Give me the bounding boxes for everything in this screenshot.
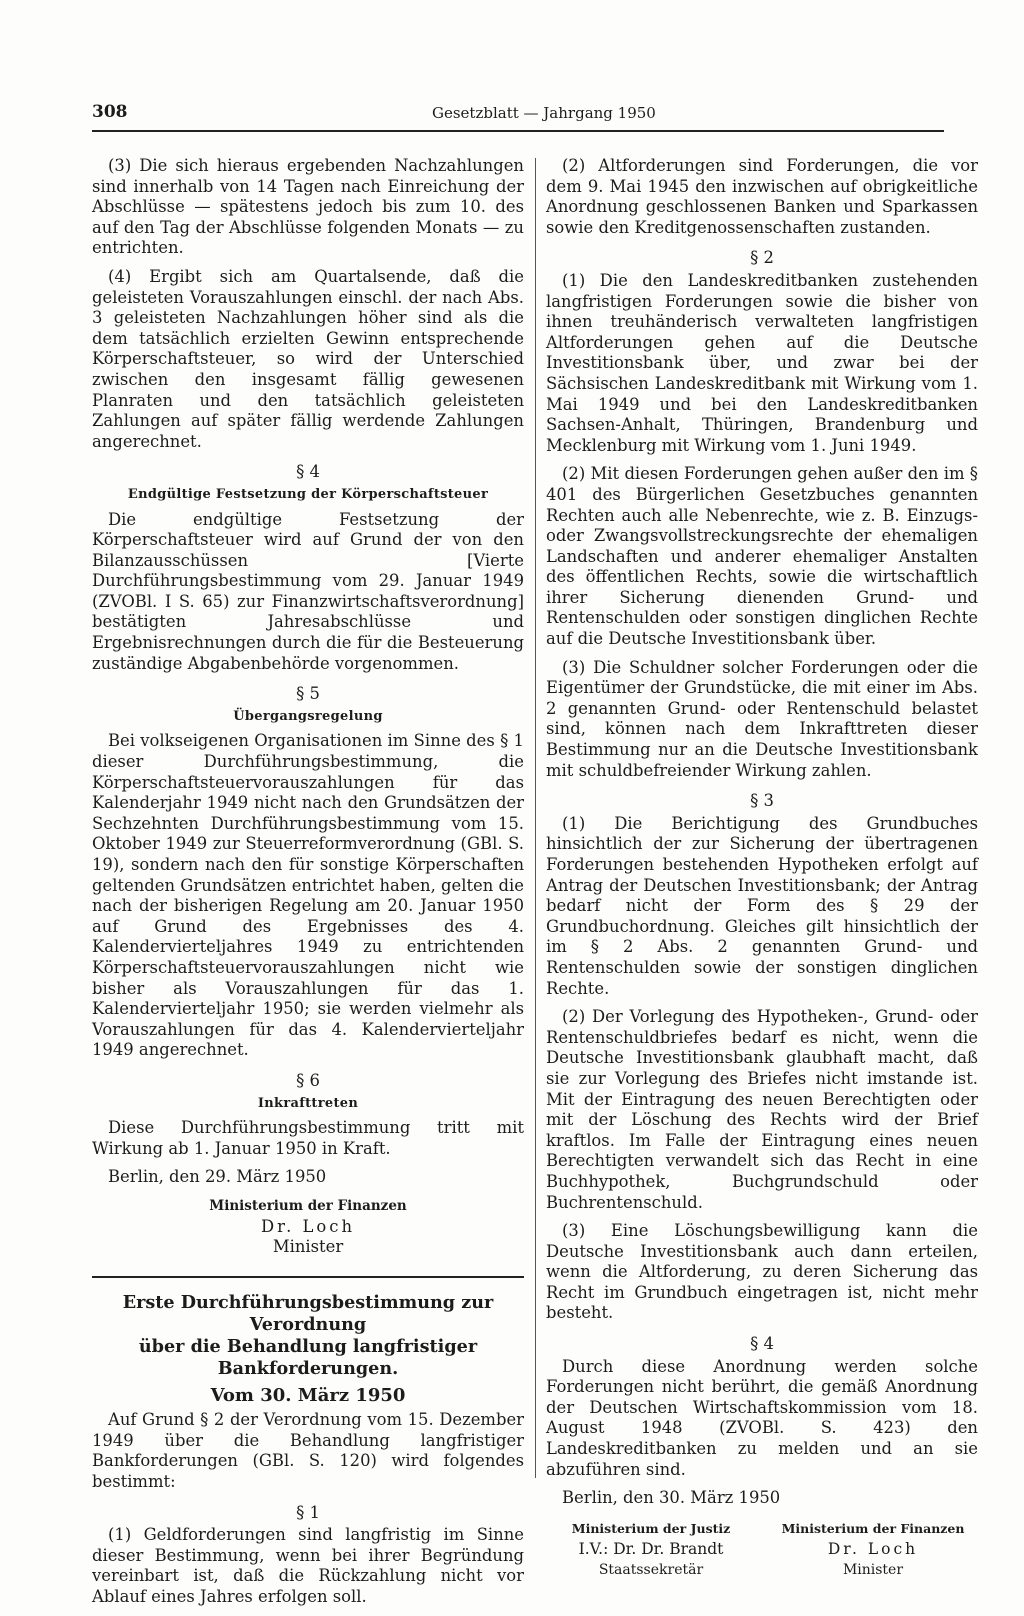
ordinance-section-1-p1: (1) Geldforderungen sind langfristig im Sinne dieser Bestimmung, wenn bei ihrer Begründung vereinbart ist, daß die Rückzahlung nicht vor Ablauf eines Jahres erfolgen soll. [92,1525,524,1607]
section-4-number: § 4 [296,462,320,482]
signature-justice [546,1519,756,1581]
ordinance-section-1-number: § 1 [296,1502,320,1522]
place-date: Berlin, den 29. März 1950 [108,1167,327,1187]
section-5-heading: Übergangsregelung [233,708,383,724]
ordinance-section-3-p2: (2) Der Vorlegung des Hypotheken-, Grund- oder Rentenschuldbriefes bedarf es nicht, wenn die Deutsche Investitionsbank glaubhaft macht, daß sie zur Vorlegung des Briefes nicht imstande ist. Mit der Eintragung des neuen Berechtigten oder mit der Löschung des Rechts wird der Brief kraftlos. Im Falle der Eintragung eines neuen Berechtigten verwandelt sich das Recht in eine Buchhypothek, Buchgrundschuld oder Buchrentenschuld. [546,1007,978,1212]
ordinance-section-2-p2: (2) Mit diesen Forderungen gehen außer den im § 401 des Bürgerlichen Gesetzbuches genannten Rechten auch alle Nebenrechte, wie z. B. Einzugs- oder Zwangsvollstreckungsrechte der ehemaligen Landschaften und anderer ehemaliger Anstalten des öffentlichen Rechts, sowie die wirtschaftlich ihrer Sicherung dienenden Grund- und Rentenschulden oder sonstigen dinglichen Rechte auf die Deutsche Investitionsbank über. [546,464,978,649]
ordinance-section-2-p1: (1) Die den Landeskreditbanken zustehenden langfristigen Forderungen sowie die bisher von ihnen treuhänderisch verwalteten langfristigen Altforderungen gehen auf die Deutsche Investitionsbank über, und zwar bei der Sächsischen Landeskreditbank mit Wirkung vom 1. Mai 1949 und bei den Landeskreditbanken Sachsen-Anhalt, Thüringen, Brandenburg und Mecklenburg mit Wirkung vom 1. Juni 1949. [546,270,978,455]
signature-finance-name: Dr. Loch [827,1540,919,1559]
ordinance-section-2-number: § 2 [750,248,774,268]
section-6-number: § 6 [296,1070,320,1090]
place-date-2: Berlin, den 30. März 1950 [562,1488,781,1508]
column-divider [535,158,536,1478]
section-5-text: Bei volkseigenen Organisationen im Sinne des § 1 dieser Durchführungsbestimmung, die Körperschaftsteuervorauszahlungen für das Kalenderjahr 1949 nicht nach den Grundsätzen der Sechzehnten Durchführungsbestimmung vom 15. Oktober 1949 zur Steuerreformverordnung (GBl. S. 19), sondern nach den für sonstige Körperschaften geltenden Grundsätzen entrichtet haben, gelten die nach der bisherigen Regelung am 20. Januar 1950 auf Grund des Ergebnisses des 4. Kalendervierteljahres 1949 zu entrichtenden Körperschaftsteuervorauszahlungen nicht wie bisher als Vorauszahlungen für das 1. Kalendervierteljahr 1950; sie werden vielmehr als Vorauszahlungen für das 4. Kalendervierteljahr 1949 angerechnet. [92,731,524,1060]
ordinance-title-line-3: Bankforderungen. [217,1357,399,1379]
signature-justice-name: I.V.: Dr. Dr. Brandt [578,1540,724,1559]
left-column [92,156,524,1616]
section-4-text: Die endgültige Festsetzung der Körperschaftsteuer wird auf Grund der von den Bilanzausschüssen [Vierte Durchführungsbestimmung vom 29. Januar 1949 (ZVOBl. I S. 65) zur Finanzwirtschaftsverordnung] bestätigten Jahresabschlüsse und Ergebnisrechnungen durch die für die Besteuerung zuständige Abgabenbehörde vorgenommen. [92,509,524,673]
signature-finance-role: Minister [842,1562,904,1578]
section-4-heading: Endgültige Festsetzung der Körperschaftsteuer [127,486,489,502]
ordinance-section-3-p3: (3) Eine Löschungsbewilligung kann die Deutsche Investitionsbank auch dann erteilen, wenn die Altforderung, zu deren Sicherung das Recht im Grundbuch eingetragen ist, nicht mehr besteht. [546,1221,978,1323]
page-header [92,100,944,132]
ordinance-section-3-number: § 3 [750,791,774,811]
ministry-name: Ministerium der Finanzen [209,1197,407,1214]
section-6-heading: Inkrafttreten [257,1095,359,1111]
ordinance-intro: Auf Grund § 2 der Verordnung vom 15. Dezember 1949 über die Behandlung langfristiger Bankforderungen (GBl. S. 120) wird folgendes bestimmt: [92,1410,524,1492]
ordinance-title-line-2: über die Behandlung langfristiger [138,1335,478,1357]
signatures [546,1519,978,1581]
signature-justice-ministry: Ministerium der Justiz [571,1520,731,1536]
right-column [546,156,978,1581]
page-number: 308 [92,102,128,122]
section-6-text: Diese Durchführungsbestimmung tritt mit Wirkung ab 1. Januar 1950 in Kraft. [92,1118,524,1158]
ordinance-section-4-p1: Durch diese Anordnung werden solche Forderungen nicht berührt, die gemäß Anordnung der Deutschen Wirtschaftskommission vom 18. August 1948 (ZVOBl. S. 423) den Landeskreditbanken zu melden und an sie abzuführen sind. [546,1356,978,1479]
signature-finance-ministry: Ministerium der Finanzen [781,1520,965,1536]
ordinance-date: Vom 30. März 1950 [210,1384,406,1406]
signature-justice-role: Staatssekretär [598,1562,704,1578]
ordinance-section-4-number: § 4 [750,1334,774,1354]
section-5-number: § 5 [296,684,320,704]
signature-finance [768,1519,978,1581]
paragraph-3: (3) Die sich hieraus ergebenden Nachzahlungen sind innerhalb von 14 Tagen nach Einreichung der Abschlüsse — spätestens jedoch bis zum 10. des auf den Tag der Abschlüsse folgenden Monats — zu entrichten. [92,156,524,258]
journal-title: Gesetzblatt — Jahrgang 1950 [432,104,656,122]
ordinance-section-2-p3: (3) Die Schuldner solcher Forderungen oder die Eigentümer der Grundstücke, die mit einer im Abs. 2 genannten Grund- oder Rentenschuld belastet sind, können nach dem Inkrafttreten dieser Bestimmung nur an die Deutsche Investitionsbank mit schuldbefreiender Wirkung zahlen. [546,657,978,780]
ordinance-section-3-p1: (1) Die Berichtigung des Grundbuches hinsichtlich der zur Sicherung der übertragenen Forderungen bestehenden Hypotheken erfolgt auf Antrag der Deutschen Investitionsbank; der Antrag bedarf nicht der Form des § 29 der Grundbuchordnung. Gleiches gilt hinsichtlich der im § 2 Abs. 2 genannten Grund- und Rentenschulden sowie der sonstigen dinglichen Rechte. [546,813,978,998]
signer-role: Minister [272,1237,344,1257]
signer-name: Dr. Loch [260,1216,356,1236]
ordinance-section-1-p2: (2) Altforderungen sind Forderungen, die vor dem 9. Mai 1945 den inzwischen auf obrigkeitliche Anordnung geschlossenen Banken und Sparkassen sowie den Kreditgenossenschaften zustanden. [546,156,978,237]
section-separator [92,1276,524,1278]
paragraph-4: (4) Ergibt sich am Quartalsende, daß die geleisteten Vorauszahlungen einschl. der nach Abs. 3 geleisteten Nachzahlungen höher sind als die dem tatsächlich erzielten Gewinn entsprechende Körperschaftsteuer, so wird der Unterschied zwischen den insgesamt fällig gewesenen Planraten und den tatsächlich geleisteten Zahlungen auf später fällig werdende Zahlungen angerechnet. [92,266,524,451]
ordinance-title-line-1: Erste Durchführungsbestimmung zur Verordnung [122,1291,494,1335]
